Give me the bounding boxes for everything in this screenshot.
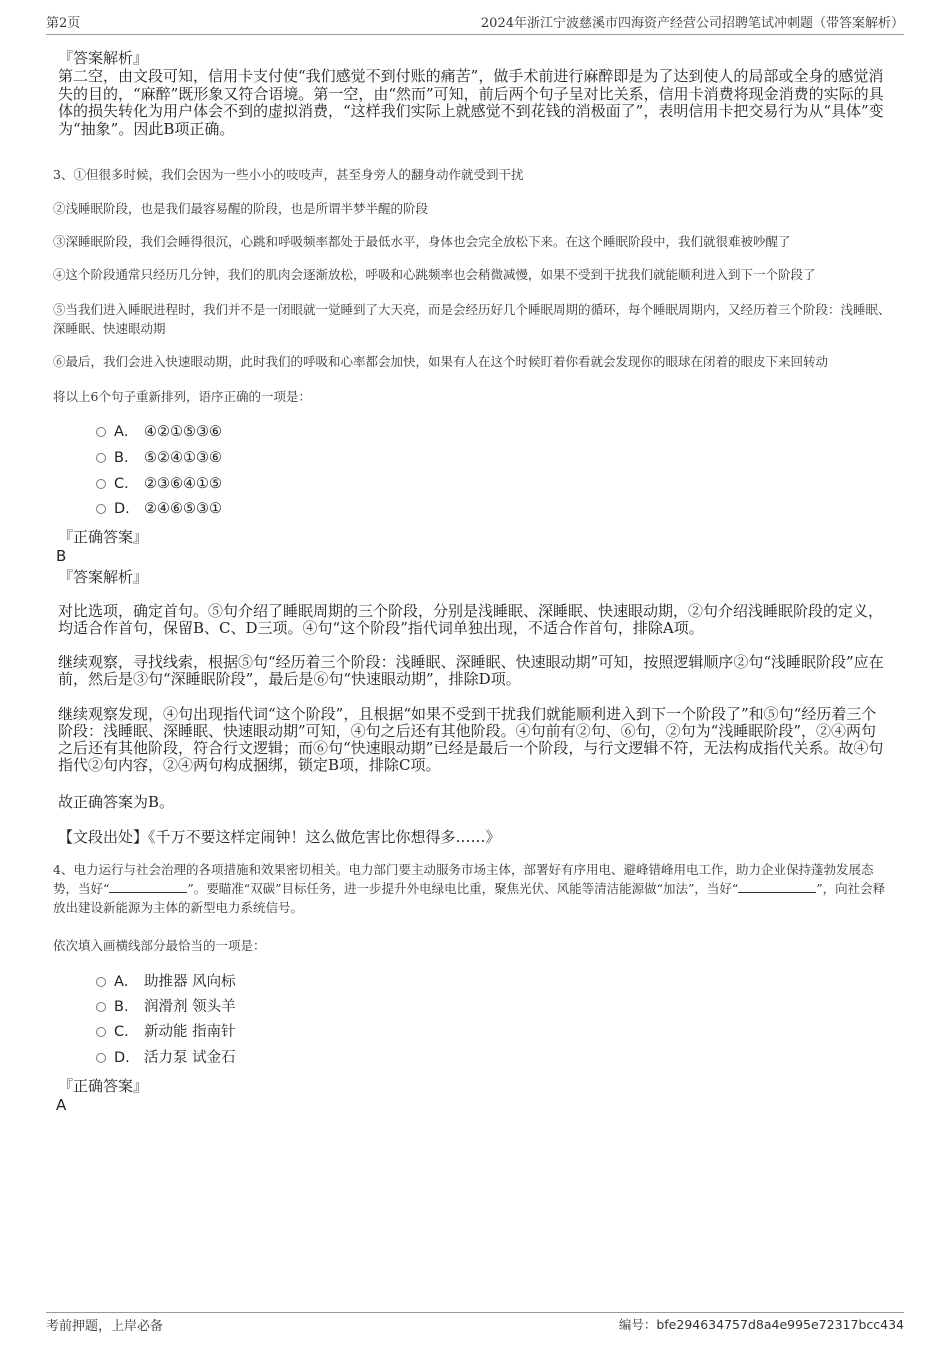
q3-sentence-6: ⑥最后，我们会进入快速眼动期，此时我们的呼吸和心率都会加快，如果有人在这个时候盯着你看就会发现你的眼球在闭着的眼皮下来回转动 (53, 354, 829, 369)
document-id: 编号：bfe294634757d8a4e995e72317bcc434 (618, 1317, 904, 1332)
q3-option-d[interactable]: D. ②④⑥⑤③① (96, 499, 222, 519)
q3-analysis-p4: 故正确答案为B。 (58, 793, 175, 811)
q4-stem: 4、电力运行与社会治理的各项措施和效果密切相关。电力部门要主动服务市场主体，部署好有序用电、避峰错峰用电工作，助力企业保持蓬勃发展态势，当好“ ”。要瞄准“双碳”目标任务，进一步提升外电绿电比重，聚焦光伏、风能等清洁能源做“加法”，当好“ ”，向社会释放出建设新能源为主体的新型电力系统信号。 (53, 862, 886, 915)
radio-icon[interactable] (96, 1053, 106, 1063)
q4-answer: A (56, 1096, 67, 1114)
radio-icon[interactable] (96, 504, 106, 514)
radio-icon[interactable] (96, 479, 106, 489)
blank-2[interactable] (738, 880, 816, 893)
q2-analysis-label: 『答案解析』 (58, 49, 149, 67)
q3-sentence-5: ⑤当我们进入睡眠进程时，我们并不是一闭眼就一觉睡到了大天亮，而是会经历好几个睡眠周期的循环，每个睡眠周期内，又经历着三个阶段：浅睡眠、深睡眠、快速眼动期 (53, 302, 891, 336)
q2-analysis-text: 第二空，由文段可知，信用卡支付使“我们感觉不到付账的痛苦”，做手术前进行麻醉即是为了达到使人的局部或全身的感觉消失的目的，“麻醉”既形象又符合语境。第一空，由“然而”可知，前后两个句子呈对比关系，信用卡消费将现金消费的实际的具体的损失转化为用户体会不到的虚拟消费，“这样我们实际上就感觉不到花钱的消极面了”，表明信用卡把交易行为从“具体”变为“抽象”。因此B项正确。 (58, 67, 884, 138)
q3-option-a[interactable]: A． ④②①⑤③⑥ (96, 422, 222, 442)
blank-1[interactable] (109, 880, 187, 893)
q3-analysis-label: 『答案解析』 (58, 568, 149, 586)
q4-option-d[interactable]: D. 活力泵 试金石 (96, 1048, 236, 1068)
q3-analysis-p3: 继续观察发现，④句出现指代词“这个阶段”，且根据“如果不受到干扰我们就能顺利进入到下一个阶段了”和⑤句“经历着三个阶段：浅睡眠、深睡眠、快速眼动期”可知，④句之后还有其他阶段。④句前有②句、⑥句，②句为“浅睡眠阶段”，②④两句之后还有其他阶段，符合行文逻辑；而⑥句“快速眼动期”已经是最后一个阶段，与行文逻辑不符，无法构成指代关系。故④句指代②句内容，②④两句构成捆绑，锁定B项，排除C项。 (58, 705, 884, 774)
radio-icon[interactable] (96, 1002, 106, 1012)
q3-prompt: 将以上6个句子重新排列，语序正确的一项是： (53, 389, 311, 404)
radio-icon[interactable] (96, 1027, 106, 1037)
q4-answer-label: 『正确答案』 (58, 1077, 149, 1095)
q3-sentence-4: ④这个阶段通常只经历几分钟，我们的肌肉会逐渐放松，呼吸和心跳频率也会稍微减慢，如果不受到干扰我们就能顺利进入到下一个阶段了 (53, 267, 816, 282)
q3-answer: B (56, 547, 67, 565)
q4-option-a[interactable]: A． 助推器 风向标 (96, 972, 236, 992)
q3-source: 【文段出处】《千万不要这样定闹钟！这么做危害比你想得多……》 (58, 828, 501, 846)
radio-icon[interactable] (96, 427, 106, 437)
footer-slogan: 考前押题，上岸必备 (46, 1319, 164, 1334)
q3-analysis-p1: 对比选项，确定首句。⑤句介绍了睡眠周期的三个阶段，分别是浅睡眠、深睡眠、快速眼动期，②句介绍浅睡眠阶段的定义，均适合作首句，保留B、C、D三项。④句“这个阶段”指代词单独出现，不适合作首句，排除A项。 (58, 602, 884, 637)
radio-icon[interactable] (96, 977, 106, 987)
q3-analysis-p2: 继续观察，寻找线索，根据⑤句“经历着三个阶段：浅睡眠、深睡眠、快速眼动期”可知，按照逻辑顺序②句“浅睡眠阶段”应在前，然后是③句“深睡眠阶段”，最后是⑥句“快速眼动期”，排除D项。 (58, 653, 884, 688)
q4-prompt: 依次填入画横线部分最恰当的一项是： (53, 938, 266, 953)
radio-icon[interactable] (96, 453, 106, 463)
q3-answer-label: 『正确答案』 (58, 528, 149, 546)
q3-option-b[interactable]: B. ⑤②④①③⑥ (96, 448, 222, 468)
q3-sentence-1: 3、①但很多时候，我们会因为一些小小的吱吱声，甚至身旁人的翻身动作就受到干扰 (53, 167, 524, 182)
q3-sentence-2: ②浅睡眠阶段，也是我们最容易醒的阶段，也是所谓半梦半醒的阶段 (53, 201, 429, 216)
page-header (46, 12, 904, 35)
q4-option-b[interactable]: B. 润滑剂 领头羊 (96, 997, 236, 1017)
q4-option-c[interactable]: C. 新动能 指南针 (96, 1022, 236, 1042)
page-number: 第2页 (46, 16, 81, 31)
q3-option-c[interactable]: C. ②③⑥④①⑤ (96, 474, 222, 494)
q3-sentence-3: ③深睡眠阶段，我们会睡得很沉，心跳和呼吸频率都处于最低水平，身体也会完全放松下来。在这个睡眠阶段中，我们就很难被吵醒了 (53, 234, 791, 249)
page-footer (46, 1312, 904, 1337)
document-title: 2024年浙江宁波慈溪市四海资产经营公司招聘笔试冲刺题（带答案解析） (480, 16, 904, 31)
